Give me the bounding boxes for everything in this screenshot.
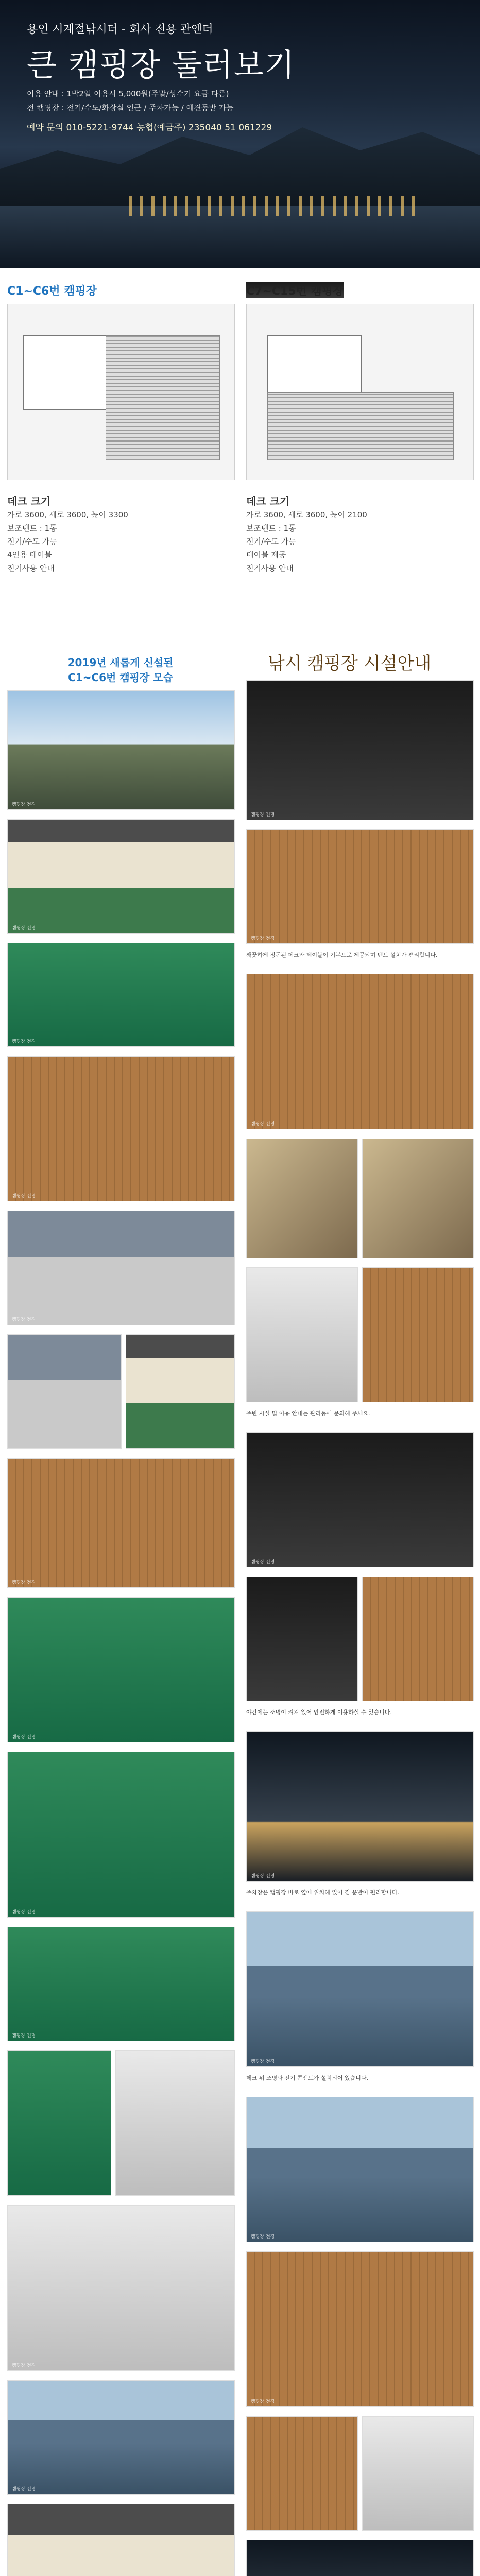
photo-caption: 캠핑장 전경 (251, 1560, 275, 1565)
photo-deck (7, 1056, 235, 1201)
photo-table (362, 1267, 474, 1402)
photo-caption: 캠핑장 전경 (12, 802, 36, 807)
photo-car (7, 1334, 122, 1449)
spec-title: 데크 크기 (246, 495, 290, 507)
photo-caption: 캠핑장 전경 (12, 1580, 36, 1585)
spec-c7-c15 (246, 495, 367, 575)
hero-info-line: 전 캠핑장 : 전기/수도/화장실 인근 / 주차가능 / 애견동반 가능 (27, 103, 234, 112)
photo-power-box (7, 2050, 111, 2196)
hero-contact: 예약 문의 010-5221-9744 농협(예금주) 235040 51 061229 (27, 123, 272, 133)
note-text: 데크 위 조명과 전기 콘센트가 설치되어 있습니다. (246, 2075, 368, 2081)
photo-picnic-table (7, 1752, 235, 1918)
photo-night-table (362, 1577, 474, 1701)
note-text: 깨끗하게 정돈된 데크와 테이블이 기본으로 제공되며 텐트 설치가 편리합니다. (246, 952, 438, 958)
note-text: 주차장은 캠핑장 바로 옆에 위치해 있어 짐 운반이 편리합니다. (246, 1889, 400, 1896)
floor-plan-c1-c6 (7, 304, 235, 480)
photo-caption: 캠핑장 전경 (251, 2059, 275, 2064)
note-text: 주변 시설 및 이용 안내는 관리동에 문의해 주세요. (246, 1410, 370, 1417)
photo-lake (7, 2380, 235, 2495)
hero-banner (0, 0, 480, 268)
photo-caption: 캠핑장 전경 (12, 2033, 36, 2039)
photo-wood-deck (246, 829, 474, 944)
note-text: 야간에는 조명이 켜져 있어 안전하게 이용하실 수 있습니다. (246, 1709, 392, 1716)
hero-title: 큰 캠핑장 둘러보기 (27, 47, 296, 83)
photo-caption: 캠핑장 전경 (251, 2399, 275, 2404)
photo-deck-detail (246, 2416, 358, 2531)
annotation-new-c1-c6: 2019년 새롭게 신설된 C1~C6번 캠핑장 모습 (67, 656, 174, 684)
photo-deck-bench (246, 2251, 474, 2407)
photo-bench (7, 1458, 235, 1588)
photo-caption: 캠핑장 전경 (12, 926, 36, 931)
photo-caption: 캠핑장 전경 (12, 1317, 36, 1323)
photo-caption: 캠핑장 전경 (12, 1910, 36, 1915)
plan-deck (106, 335, 220, 460)
photo-night-view (246, 1731, 474, 1882)
spec-line: 전기사용 안내 (7, 564, 55, 573)
photo-lamp (246, 1267, 358, 1402)
photo-caption: 캠핑장 전경 (251, 1122, 275, 1127)
photo-green-wall (7, 943, 235, 1047)
photo-ceiling-light (115, 2050, 235, 2196)
hero-subtitle: 용인 시계절낚시터 - 회사 전용 관엔터 (27, 23, 213, 36)
photo-interior-b (362, 1139, 474, 1258)
spec-line: 테이블 제공 (246, 550, 286, 560)
spec-line: 전기/수도 가능 (7, 537, 57, 546)
photo-dock (246, 2097, 474, 2242)
hero-text (27, 21, 296, 133)
photo-caption: 캠핑장 전경 (251, 936, 275, 941)
spec-line: 보조텐트 : 1동 (246, 523, 296, 533)
floor-plan-c7-c15 (246, 304, 474, 480)
photo-cabin-front (126, 1334, 235, 1449)
plan-deck (267, 392, 454, 460)
photo-cabins (7, 690, 235, 810)
photo-night-lamp (246, 1577, 358, 1701)
photo-lake-view (7, 1927, 235, 2041)
photo-caption: 캠핑장 전경 (251, 2234, 275, 2240)
hero-info-line: 이용 안내 : 1박2일 이용시 5,000원(주말/성수기 요금 다름) (27, 89, 229, 98)
photo-caption: 캠핑장 전경 (12, 1194, 36, 1199)
spec-line: 보조텐트 : 1동 (7, 523, 57, 533)
photo-caption: 캠핑장 전경 (251, 812, 275, 818)
spec-line: 가로 3600, 세로 3600, 높이 2100 (246, 510, 367, 519)
photo-dock-night (246, 680, 474, 820)
photo-caption: 캠핑장 전경 (251, 1874, 275, 1879)
spec-c1-c6 (7, 495, 128, 575)
photo-parking (7, 1211, 235, 1325)
photo-lakeside-deck (246, 1911, 474, 2067)
photo-caption: 캠핑장 전경 (12, 2363, 36, 2368)
annotation-facility: 낚시 캠핑장 시설안내 (268, 653, 432, 674)
section-heading-c7-c15: C7~C15번 캠핑장 (246, 282, 344, 298)
spec-line: 4인용 테이블 (7, 550, 52, 560)
photo-interior-a (246, 1139, 358, 1258)
plan-room (23, 335, 108, 410)
photo-cabin-row (7, 819, 235, 934)
photo-night-lake (246, 2540, 474, 2576)
spec-line: 가로 3600, 세로 3600, 높이 3300 (7, 510, 128, 519)
photo-night-deck (246, 1432, 474, 1567)
photo-caption: 캠핑장 전경 (12, 1039, 36, 1044)
photo-caption: 캠핑장 전경 (12, 1735, 36, 1740)
spec-title: 데크 크기 (7, 495, 51, 507)
spec-line: 전기사용 안내 (246, 564, 294, 573)
photo-picnic-deck (246, 974, 474, 1129)
photo-cabin-interior (7, 1597, 235, 1742)
plan-room (267, 335, 362, 394)
photo-ceiling (7, 2205, 235, 2371)
photo-caption: 캠핑장 전경 (12, 2487, 36, 2492)
section-heading-c1-c6: C1~C6번 캠핑장 (7, 285, 97, 298)
night-lights (129, 196, 417, 216)
spec-line: 전기/수도 가능 (246, 537, 296, 546)
photo-ceiling-detail (362, 2416, 474, 2531)
photo-cabin-side (7, 2504, 235, 2576)
